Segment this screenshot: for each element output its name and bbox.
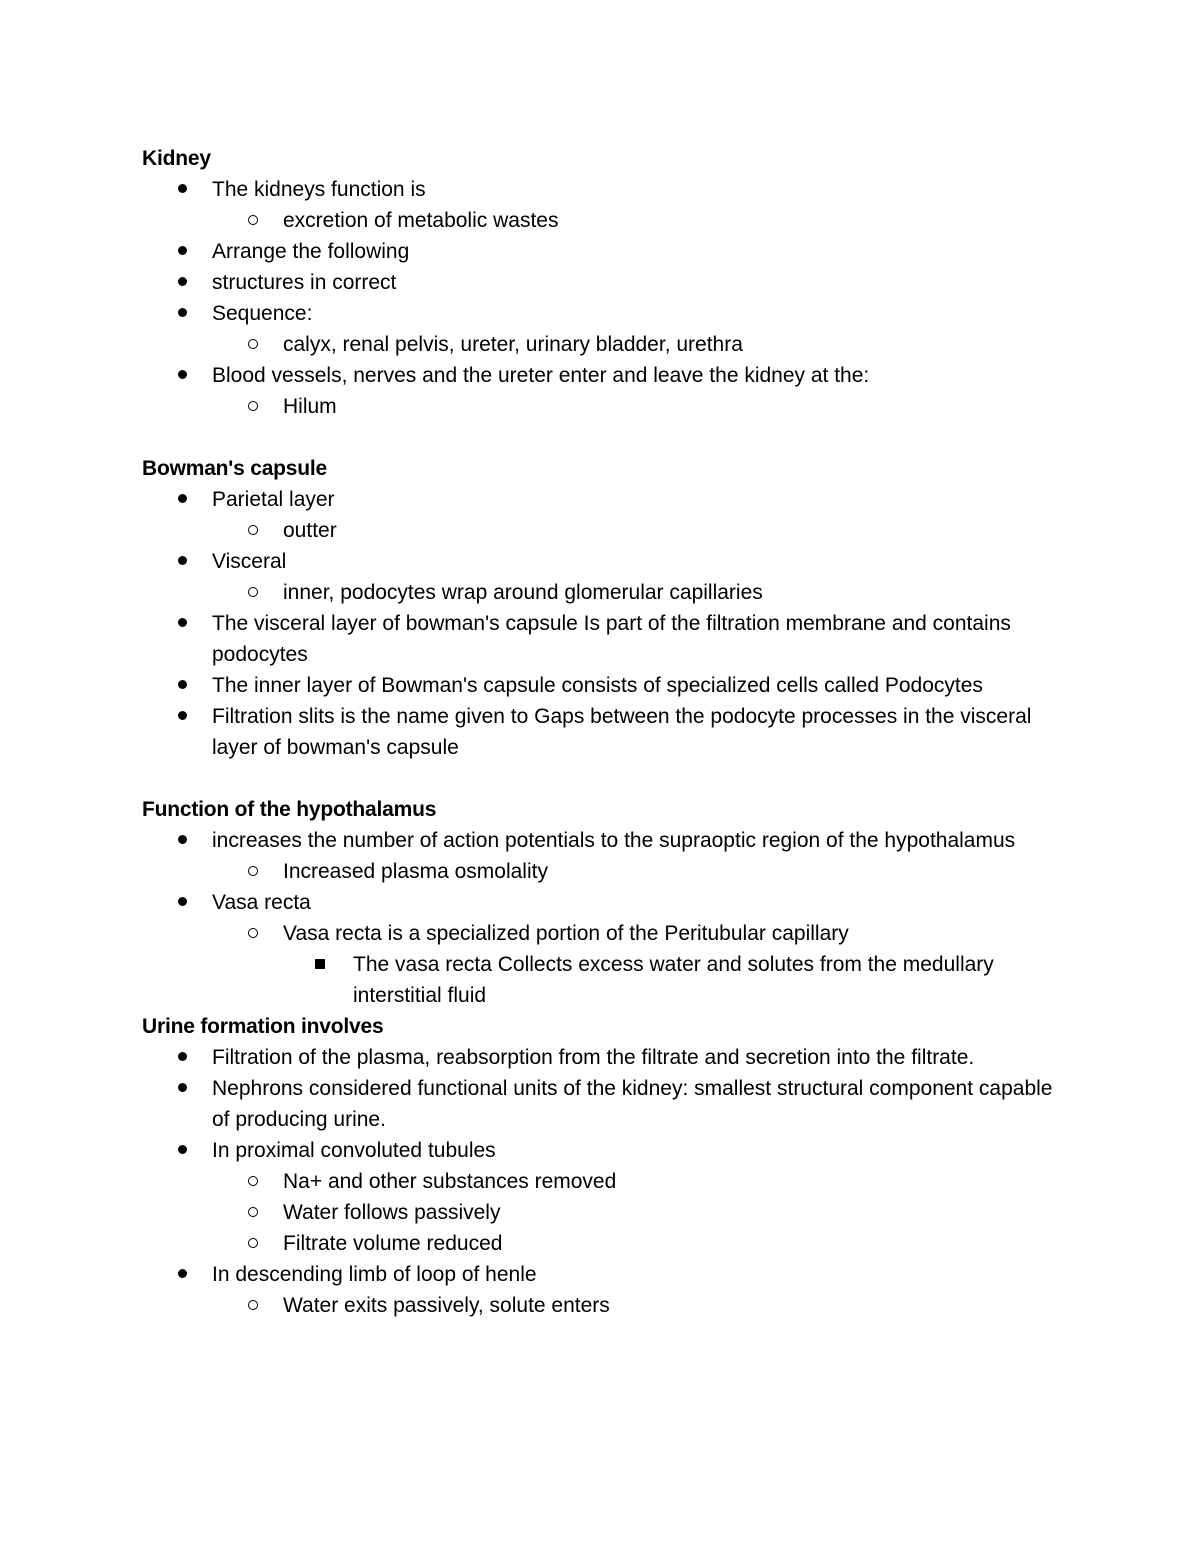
list-item-text: The vasa recta Collects excess water and solutes from the medullary interstitial fluid xyxy=(353,953,994,1007)
list-item xyxy=(142,329,1072,360)
list-item xyxy=(142,205,1072,236)
bullet-dot-icon xyxy=(178,174,187,205)
list-item xyxy=(142,515,1072,546)
bullet-circle-icon xyxy=(248,856,258,887)
list-item-text: Hilum xyxy=(283,395,337,418)
bullet-circle-icon xyxy=(248,391,258,422)
bullet-circle-icon xyxy=(248,1166,258,1197)
list-item-text: Nephrons considered functional units of the kidney: smallest structural component capable of producing urine. xyxy=(212,1077,1053,1131)
list-item-text: Filtration of the plasma, reabsorption from the filtrate and secretion into the filtrate. xyxy=(212,1046,975,1069)
list-item-text: excretion of metabolic wastes xyxy=(283,209,559,232)
list-item-text: Increased plasma osmolality xyxy=(283,860,548,883)
list-item xyxy=(142,174,1072,205)
list-item xyxy=(142,360,1072,391)
list-item-text: increases the number of action potentials to the supraoptic region of the hypothalamus xyxy=(212,829,1016,852)
list-item-text: Filtration slits is the name given to Gaps between the podocyte processes in the visceral layer of bowman's capsule xyxy=(212,705,1032,759)
list-item xyxy=(142,670,1072,701)
document-page xyxy=(142,143,1072,1321)
bullet-circle-icon xyxy=(248,329,258,360)
section-heading-hypothalamus: Function of the hypothalamus xyxy=(142,798,437,821)
bullet-dot-icon xyxy=(178,546,187,577)
bullet-dot-icon xyxy=(178,267,187,298)
list-item xyxy=(142,856,1072,887)
paragraph-spacer xyxy=(142,422,1072,453)
list-item-text: Water follows passively xyxy=(283,1201,501,1224)
list-item-text: outter xyxy=(283,519,337,542)
bullet-dot-icon xyxy=(178,608,187,639)
bullet-dot-icon xyxy=(178,701,187,732)
list-item xyxy=(142,1228,1072,1259)
section-heading-kidney: Kidney xyxy=(142,147,211,170)
bullet-circle-icon xyxy=(248,1197,258,1228)
bullet-dot-icon xyxy=(178,1073,187,1104)
bullet-dot-icon xyxy=(178,1135,187,1166)
list-item-text: Water exits passively, solute enters xyxy=(283,1294,610,1317)
list-item xyxy=(142,1259,1072,1290)
list-item xyxy=(142,825,1072,856)
list-item-text: In descending limb of loop of henle xyxy=(212,1263,537,1286)
list-item xyxy=(142,1135,1072,1166)
list-item xyxy=(142,577,1072,608)
list-item-text: The kidneys function is xyxy=(212,178,426,201)
bullet-dot-icon xyxy=(178,1259,187,1290)
bullet-dot-icon xyxy=(178,887,187,918)
bullet-dot-icon xyxy=(178,670,187,701)
list-item-text: Parietal layer xyxy=(212,488,335,511)
list-item xyxy=(142,391,1072,422)
list-item xyxy=(142,701,1072,763)
bullet-dot-icon xyxy=(178,360,187,391)
list-item-text: The inner layer of Bowman's capsule consists of specialized cells called Podocytes xyxy=(212,674,983,697)
section-heading-urine-formation: Urine formation involves xyxy=(142,1015,384,1038)
list-item-text: Vasa recta is a specialized portion of the Peritubular capillary xyxy=(283,922,849,945)
list-item xyxy=(142,949,1072,1011)
list-item xyxy=(142,546,1072,577)
list-item xyxy=(142,1290,1072,1321)
list-item xyxy=(142,1042,1072,1073)
list-item-text: Filtrate volume reduced xyxy=(283,1232,503,1255)
list-item-text: In proximal convoluted tubules xyxy=(212,1139,496,1162)
list-item-text: calyx, renal pelvis, ureter, urinary bladder, urethra xyxy=(283,333,743,356)
bullet-dot-icon xyxy=(178,298,187,329)
list-item xyxy=(142,484,1072,515)
bullet-dot-icon xyxy=(178,825,187,856)
bullet-circle-icon xyxy=(248,1290,258,1321)
paragraph-spacer xyxy=(142,763,1072,794)
list-item xyxy=(142,887,1072,918)
list-item xyxy=(142,267,1072,298)
list-item-text: Na+ and other substances removed xyxy=(283,1170,617,1193)
list-item xyxy=(142,918,1072,949)
bullet-circle-icon xyxy=(248,515,258,546)
list-item-text: Blood vessels, nerves and the ureter enter and leave the kidney at the: xyxy=(212,364,870,387)
bullet-dot-icon xyxy=(178,1042,187,1073)
list-item xyxy=(142,1197,1072,1228)
list-item-text: Vasa recta xyxy=(212,891,311,914)
bullet-circle-icon xyxy=(248,205,258,236)
bullet-dot-icon xyxy=(178,484,187,515)
list-item xyxy=(142,1073,1072,1135)
section-heading-bowmans-capsule: Bowman's capsule xyxy=(142,457,328,480)
list-item-text: Sequence: xyxy=(212,302,313,325)
list-item-text: Arrange the following xyxy=(212,240,410,263)
list-item-text: Visceral xyxy=(212,550,287,573)
bullet-dot-icon xyxy=(178,236,187,267)
list-item-text: inner, podocytes wrap around glomerular capillaries xyxy=(283,581,763,604)
bullet-circle-icon xyxy=(248,918,258,949)
bullet-circle-icon xyxy=(248,577,258,608)
list-item-text: structures in correct xyxy=(212,271,397,294)
list-item xyxy=(142,608,1072,670)
bullet-square-icon xyxy=(315,949,325,980)
list-item xyxy=(142,298,1072,329)
list-item xyxy=(142,236,1072,267)
list-item xyxy=(142,1166,1072,1197)
list-item-text: The visceral layer of bowman's capsule Is part of the filtration membrane and contains podocytes xyxy=(212,612,1011,666)
bullet-circle-icon xyxy=(248,1228,258,1259)
